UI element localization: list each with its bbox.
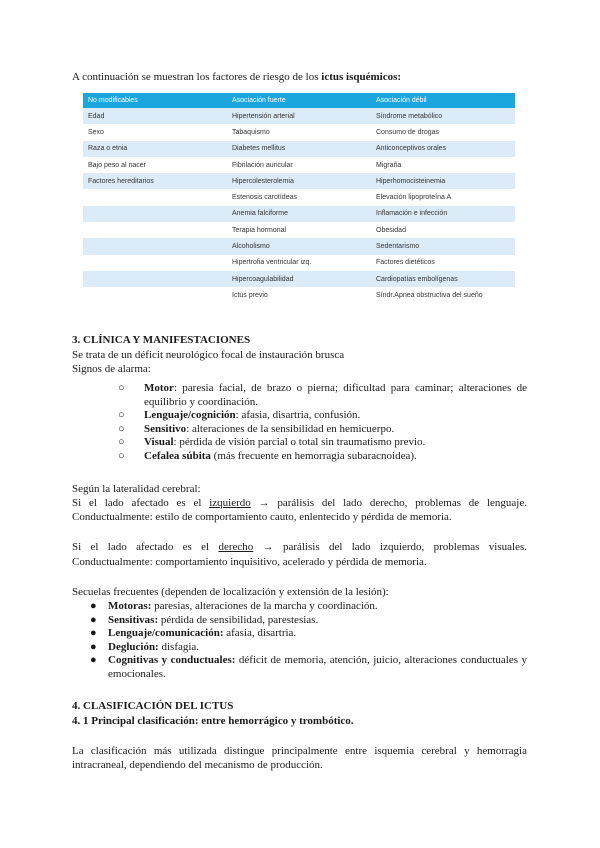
table-header-row — [83, 93, 515, 108]
list-item: ● Deglución: disfagia. — [90, 640, 200, 653]
sequelae-intro: Secuelas frecuentes (dependen de localización y extensión de la lesión): — [72, 586, 389, 598]
table-cell: Sexo — [83, 124, 227, 140]
table-cell: Consumo de drogas — [371, 124, 515, 140]
list-item: ○ Cefalea súbita (más frecuente en hemorragia subaracnoidea). — [118, 449, 417, 462]
table-cell: Tabaquismo — [227, 124, 371, 140]
table-cell — [83, 255, 227, 271]
list-item: ● Sensitivas: pérdida de sensibilidad, parestesias. — [90, 613, 319, 626]
table-cell — [83, 271, 227, 287]
table-cell: Ictus previo — [227, 287, 371, 303]
table-cell: Factores hereditarios — [83, 173, 227, 189]
section-3-line-2: Signos de alarma: — [72, 363, 151, 375]
left-side-behavior: Conductualmente: estilo de comportamiento cauto, enlentecido y pérdida de memoria. — [72, 511, 452, 523]
table-cell: Síndr.Apnea obstructiva del sueño — [371, 287, 515, 303]
intro-text: A continuación se muestran los factores de riesgo de los — [72, 71, 322, 83]
table-cell: Obesidad — [371, 222, 515, 238]
table-row — [83, 206, 515, 222]
list-item: ○ Sensitivo: alteraciones de la sensibilidad en hemicuerpo. — [118, 422, 395, 435]
table-cell: Cardiopatías embolígenas — [371, 271, 515, 287]
table-cell: Sedentarismo — [371, 238, 515, 254]
section-4-para-line-1: La clasificación más utilizada distingue principalmente entre isquemia cerebral y hemorragia — [72, 745, 527, 757]
table-cell: Diabetes mellitus — [227, 141, 371, 157]
table-row — [83, 255, 515, 271]
right-underlined: derecho — [218, 541, 254, 553]
table-cell — [83, 287, 227, 303]
table-cell: Raza o etnia — [83, 141, 227, 157]
table-row — [83, 222, 515, 238]
section-4-para-line-2: intracraneal, dependiendo del mecanismo de producción. — [72, 759, 323, 771]
header-asociacion-fuerte: Asociación fuerte — [227, 93, 371, 108]
table-cell: Terapia hormonal — [227, 222, 371, 238]
lateral-intro: Según la lateralidad cerebral: — [72, 483, 201, 495]
table-cell: Estenosis carotídeas — [227, 189, 371, 205]
risk-factors-table — [83, 93, 515, 304]
table-cell: Edad — [83, 108, 227, 124]
table-row — [83, 124, 515, 140]
table-row — [83, 238, 515, 254]
section-4-subtitle: 4. 1 Principal clasificación: entre hemorrágico y trombótico. — [72, 715, 354, 727]
table-cell: Inflamación e infección — [371, 206, 515, 222]
list-item: ○ Lenguaje/cognición: afasia, disartria, confusión. — [118, 409, 361, 421]
table-cell — [83, 238, 227, 254]
table-cell — [83, 189, 227, 205]
header-no-modificables: No modificables — [83, 93, 227, 108]
table-cell: Anemia falciforme — [227, 206, 371, 222]
right-side-line: Si el lado afectado es el derecho → parálisis del lado izquierdo, problemas visuales. — [72, 541, 527, 553]
section-3-title: 3. CLÍNICA Y MANIFESTACIONES — [72, 334, 251, 346]
section-3-line-1: Se trata de un déficit neurológico focal de instauración brusca — [72, 349, 345, 361]
intro-line — [72, 71, 401, 83]
list-item: ● Cognitivas y conductuales: déficit de memoria, atención, juicio, alteraciones conductuales y — [90, 654, 527, 666]
table-cell: Anticonceptivos orales — [371, 141, 515, 157]
header-asociacion-debil: Asociación débil — [371, 93, 515, 108]
table-cell — [83, 222, 227, 238]
table-cell: Fibrilación auricular — [227, 157, 371, 173]
table-cell: Síndrome metabólico — [371, 108, 515, 124]
table-cell: Hipercoagulabilidad — [227, 271, 371, 287]
table-cell: Elevación lipoproteína A — [371, 189, 515, 205]
list-item: ○ Visual: pérdida de visión parcial o total sin traumatismo previo. — [118, 436, 426, 448]
table-cell: Hipercolesterolemia — [227, 173, 371, 189]
table-cell: Factores dietéticos — [371, 255, 515, 271]
table-cell: Migraña — [371, 157, 515, 173]
table-row — [83, 173, 515, 189]
right-side-behavior: Conductualmente: comportamiento inquisitivo, acelerado y pérdida de memoria. — [72, 556, 427, 568]
left-underlined: izquierdo — [209, 497, 251, 509]
table-cell: Hipertrofia ventricular izq. — [227, 255, 371, 271]
table-row — [83, 271, 515, 287]
table-row — [83, 189, 515, 205]
table-row — [83, 108, 515, 124]
table-row — [83, 157, 515, 173]
table-row — [83, 141, 515, 157]
sequelae-list — [72, 600, 527, 681]
list-item: ● Lenguaje/comunicación: afasia, disartria. — [90, 627, 297, 639]
table-row — [83, 287, 515, 303]
table-cell: Hiperhomocisteinemia — [371, 173, 515, 189]
left-side-line: Si el lado afectado es el izquierdo → parálisis del lado derecho, problemas de lenguaje. — [72, 497, 527, 509]
list-item: ● Motoras: paresias, alteraciones de la marcha y coordinación. — [90, 600, 378, 612]
list-item: ○ Motor: paresia facial, de brazo o pierna; dificultad para caminar; alteraciones de — [118, 382, 527, 394]
intro-bold: ictus isquémicos: — [321, 71, 402, 83]
table-cell: Bajo peso al nacer — [83, 157, 227, 173]
alarm-signs-list — [108, 382, 527, 463]
section-4-title: 4. CLASIFICACIÓN DEL ICTUS — [72, 700, 234, 712]
list-item-continuation: equilibrio y coordinación. — [144, 395, 258, 408]
table-cell: Alcoholismo — [227, 238, 371, 254]
table-cell: Hipertensión arterial — [227, 108, 371, 124]
list-item-continuation: emocionales. — [108, 667, 166, 680]
table-cell — [83, 206, 227, 222]
